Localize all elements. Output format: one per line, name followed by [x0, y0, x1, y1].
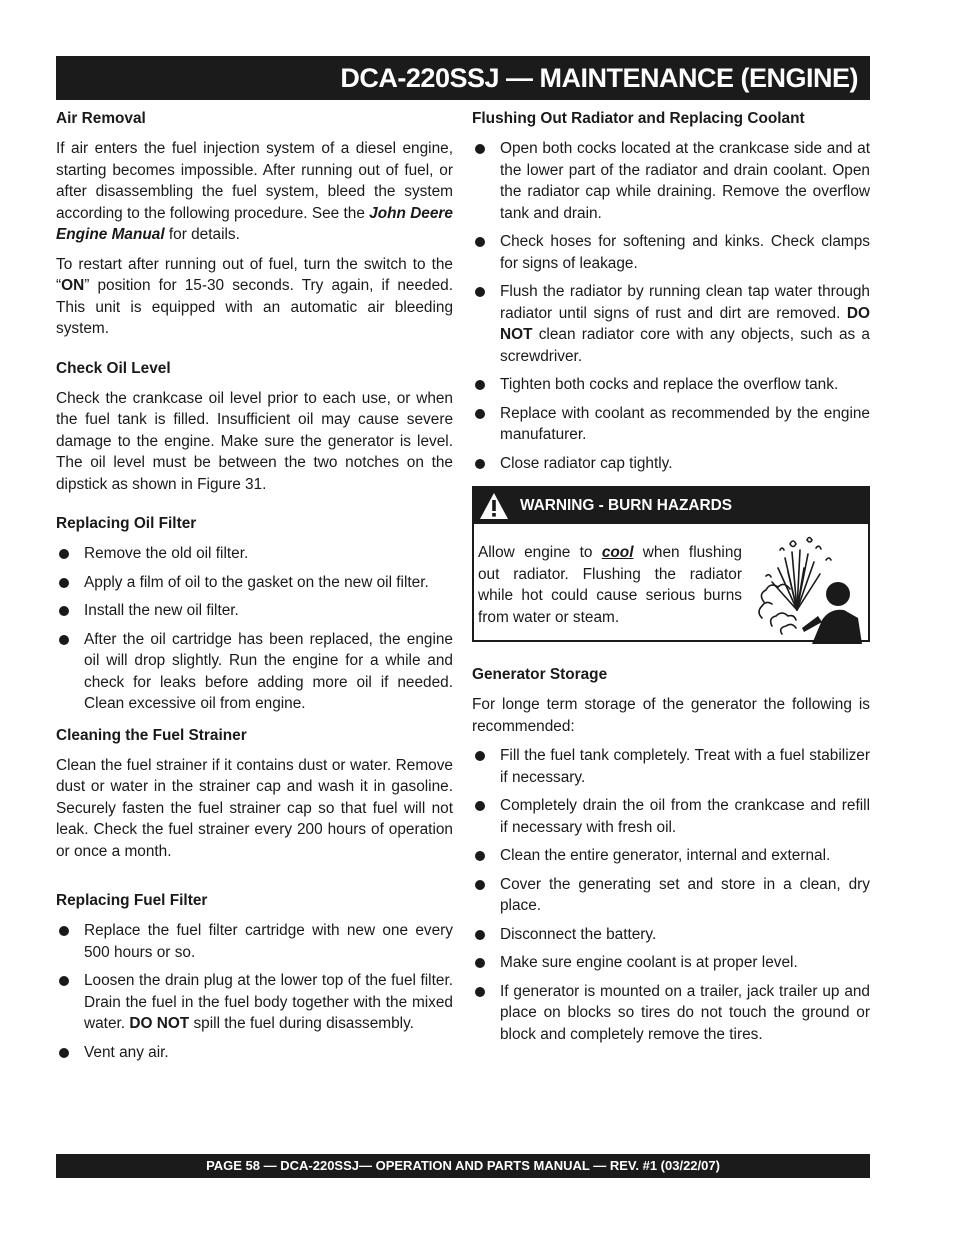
radiator-item3-start: Flush the radiator by running clean tap water through radiator until signs of rust and dirt are removed.: [500, 283, 870, 322]
right-column: [472, 108, 870, 1055]
list-item: Tighten both cocks and replace the overflow tank.: [472, 374, 870, 396]
list-item: Replace the fuel filter cartridge with new one every 500 hours or so.: [56, 920, 453, 963]
engine-manual-reference: John Deere Engine Manual: [56, 204, 453, 243]
warning-header: [474, 488, 868, 524]
check-oil-heading: Check Oil Level: [56, 359, 171, 377]
air-removal-p2-start: To restart after running out of fuel, turn the switch to the “: [56, 255, 453, 294]
fuel-filter-list: [56, 920, 453, 1063]
air-removal-paragraph-1: [56, 138, 453, 246]
check-oil-text: Check the crankcase oil level prior to each use, or when the fuel tank is filled. Insufficient oil may cause severe damage to the engine. Make sure the generator is level. The oil level must be between the two notches on the dipstick as shown in Figure 31.: [56, 389, 453, 493]
fuel-filter-item2-start: Loosen the drain plug at the lower top of the fuel filter. Drain the fuel in the fuel body together with the mixed water.: [84, 972, 453, 1032]
list-item: Open both cocks located at the crankcase side and at the lower part of the radiator and drain coolant. Open the radiator cap while draining. Remove the overflow tank and drain.: [472, 138, 870, 224]
warning-text-end: when flushing out radiator. Flushing the radiator while hot could cause serious burns from water or steam.: [478, 544, 742, 626]
list-item: Make sure engine coolant is at proper level.: [472, 952, 870, 974]
list-item: Vent any air.: [56, 1042, 453, 1064]
fuel-strainer-text: Clean the fuel strainer if it contains dust or water. Remove dust or water in the strainer cap and wash it in gasoline. Securely fasten the fuel strainer cap so that fuel will not leak. Check the fuel strainer every 200 hours of operation or once a month.: [56, 756, 453, 860]
generator-storage-intro: For longe term storage of the generator the following is recommended:: [472, 696, 870, 735]
list-item: If generator is mounted on a trailer, jack trailer up and place on blocks so tires do not touch the ground or block and completely remove the tires.: [472, 981, 870, 1046]
list-item: Completely drain the oil from the crankcase and refill if necessary with fresh oil.: [472, 795, 870, 838]
fuel-filter-heading: Replacing Fuel Filter: [56, 892, 208, 909]
fuel-strainer-heading: Cleaning the Fuel Strainer: [56, 726, 247, 744]
warning-header-text: WARNING - BURN HAZARDS: [520, 497, 733, 515]
oil-filter-section: [56, 513, 453, 715]
do-not-label: DO NOT: [500, 304, 870, 343]
list-item: Check hoses for softening and kinks. Check clamps for signs of leakage.: [472, 231, 870, 274]
warning-text-start: Allow engine to: [478, 544, 602, 561]
air-removal-p2-end: ” position for 15-30 seconds. Try again, if needed. This unit is equipped with an automatic air bleeding system.: [56, 277, 453, 337]
page-title: DCA-220SSJ — MAINTENANCE (ENGINE): [56, 56, 870, 100]
generator-storage-heading: Generator Storage: [472, 666, 608, 683]
steam-burn-hazard-icon: [752, 532, 862, 651]
list-item: Fill the fuel tank completely. Treat with a fuel stabilizer if necessary.: [472, 745, 870, 788]
check-oil-section: [56, 358, 453, 496]
air-removal-section: [56, 108, 453, 340]
list-item: Replace with coolant as recommended by the engine manufaturer.: [472, 403, 870, 446]
radiator-list: [472, 138, 870, 474]
list-item: Cover the generating set and store in a clean, dry place.: [472, 874, 870, 917]
generator-storage-list: [472, 745, 870, 1045]
air-removal-heading: Air Removal: [56, 110, 146, 127]
generator-storage-section: [472, 664, 870, 1045]
do-not-label: DO NOT: [129, 1015, 190, 1032]
list-item: After the oil cartridge has been replaced, the engine oil will drop slightly. Run the engine for a while and check for leaks before adding more oil if needed. Clean excessive oil from engine.: [56, 629, 453, 715]
fuel-filter-item2-end: spill the fuel during disassembly.: [189, 1015, 414, 1032]
air-removal-paragraph-2: [56, 254, 453, 340]
air-removal-p1-end: for details.: [164, 226, 240, 243]
burn-hazard-warning-box: [472, 486, 870, 642]
list-item: Clean the entire generator, internal and external.: [472, 845, 870, 867]
fuel-strainer-section: [56, 725, 453, 863]
list-item: Close radiator cap tightly.: [472, 453, 870, 475]
list-item: Apply a film of oil to the gasket on the new oil filter.: [56, 572, 453, 594]
cool-emphasis: cool: [601, 544, 634, 561]
list-item: [56, 970, 453, 1035]
air-removal-p1-text: If air enters the fuel injection system of a diesel engine, starting becomes impossible. After running out of fuel, or after disassembling the fuel system, bleed the system according to the following procedure. See the: [56, 140, 453, 222]
on-position-label: ON: [61, 277, 85, 294]
radiator-section: [472, 108, 870, 474]
oil-filter-list: [56, 543, 453, 715]
page-footer: PAGE 58 — DCA-220SSJ— OPERATION AND PARTS MANUAL — REV. #1 (03/22/07): [56, 1154, 870, 1178]
list-item: Remove the old oil filter.: [56, 543, 453, 565]
oil-filter-heading: Replacing Oil Filter: [56, 515, 197, 532]
list-item: [472, 281, 870, 367]
fuel-filter-section: [56, 890, 453, 1063]
list-item: Install the new oil filter.: [56, 600, 453, 622]
list-item: Disconnect the battery.: [472, 924, 870, 946]
warning-triangle-icon: [476, 488, 512, 524]
left-column: [56, 108, 453, 1073]
radiator-heading: Flushing Out Radiator and Replacing Coolant: [472, 110, 805, 127]
warning-body: [474, 524, 868, 651]
radiator-item3-end: clean radiator core with any objects, such as a screwdriver.: [500, 326, 870, 365]
warning-text: [478, 542, 742, 651]
